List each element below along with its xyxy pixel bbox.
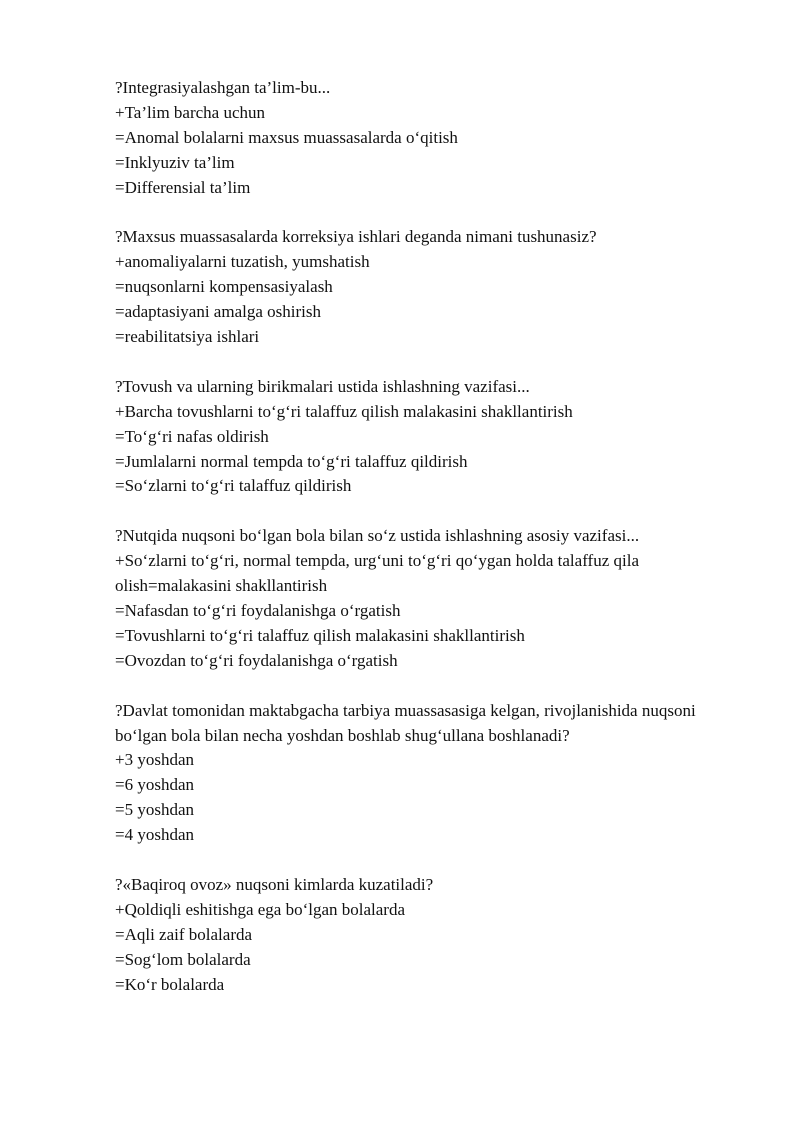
question-text: ?Davlat tomonidan maktabgacha tarbiya muassasasiga kelgan, rivojlanishida nuqsoni bo‘lgan bola bilan necha yoshdan boshlab shug‘ullana boshlanadi?: [115, 700, 696, 745]
answer-option: +anomaliyalarni tuzatish, yumshatish: [115, 252, 370, 272]
answer-option: +Barcha tovushlarni to‘g‘ri talaffuz qilish malakasini shakllantirish: [115, 401, 573, 421]
answer-option: =So‘zlarni to‘g‘ri talaffuz qildirish: [115, 476, 352, 496]
answer-option: +So‘zlarni to‘g‘ri, normal tempda, urg‘uni to‘g‘ri qo‘ygan holda talaffuz qila olish=malakasini shakllantirish: [115, 551, 640, 596]
question-block-3: [115, 375, 715, 500]
answer-option: =Ko‘r bolalarda: [115, 974, 225, 994]
question-text: ?Integrasiyalashgan ta’lim-bu...: [115, 78, 331, 97]
answer-option: =Jumlalarni normal tempda to‘g‘ri talaffuz qildirish: [115, 451, 468, 471]
question-block-1: [115, 76, 715, 201]
answer-option: =nuqsonlarni kompensasiyalash: [115, 277, 333, 297]
answer-option: =Nafasdan to‘g‘ri foydalanishga o‘rgatish: [115, 600, 401, 620]
answer-option: =reabilitatsiya ishlari: [115, 327, 260, 347]
question-block-4: [115, 524, 715, 673]
question-text: ?«Baqiroq ovoz» nuqsoni kimlarda kuzatiladi?: [115, 874, 434, 894]
answer-option: =Differensial ta’lim: [115, 177, 251, 197]
answer-option: =Inklyuziv ta’lim: [115, 152, 235, 172]
question-block-5: [115, 699, 715, 848]
answer-option: =4 yoshdan: [115, 825, 194, 845]
answer-option: =Anomal bolalarni maxsus muassasalarda o‘qitish: [115, 127, 458, 147]
question-text: ?Nutqida nuqsoni bo‘lgan bola bilan so‘z ustida ishlashning asosiy vazifasi...: [115, 526, 640, 546]
answer-option: =Aqli zaif bolalarda: [115, 924, 253, 944]
answer-option: +3 yoshdan: [115, 750, 194, 770]
question-text: ?Maxsus muassasalarda korreksiya ishlari deganda nimani tushunasiz?: [115, 227, 597, 247]
answer-option: =5 yoshdan: [115, 800, 194, 820]
answer-option: +Qoldiqli eshitishga ega bo‘lgan bolalarda: [115, 899, 406, 919]
answer-option: =6 yoshdan: [115, 775, 194, 795]
answer-option: =adaptasiyani amalga oshirish: [115, 302, 321, 322]
question-block-2: [115, 225, 715, 350]
answer-option: =Ovozdan to‘g‘ri foydalanishga o‘rgatish: [115, 650, 398, 670]
question-text: ?Tovush va ularning birikmalari ustida ishlashning vazifasi...: [115, 376, 530, 396]
question-block-6: [115, 873, 715, 998]
answer-option: =To‘g‘ri nafas oldirish: [115, 426, 269, 446]
answer-option: =Sog‘lom bolalarda: [115, 949, 251, 969]
answer-option: =Tovushlarni to‘g‘ri talaffuz qilish malakasini shakllantirish: [115, 625, 525, 645]
document-page: [115, 76, 715, 1022]
answer-option: +Ta’lim barcha uchun: [115, 102, 266, 122]
